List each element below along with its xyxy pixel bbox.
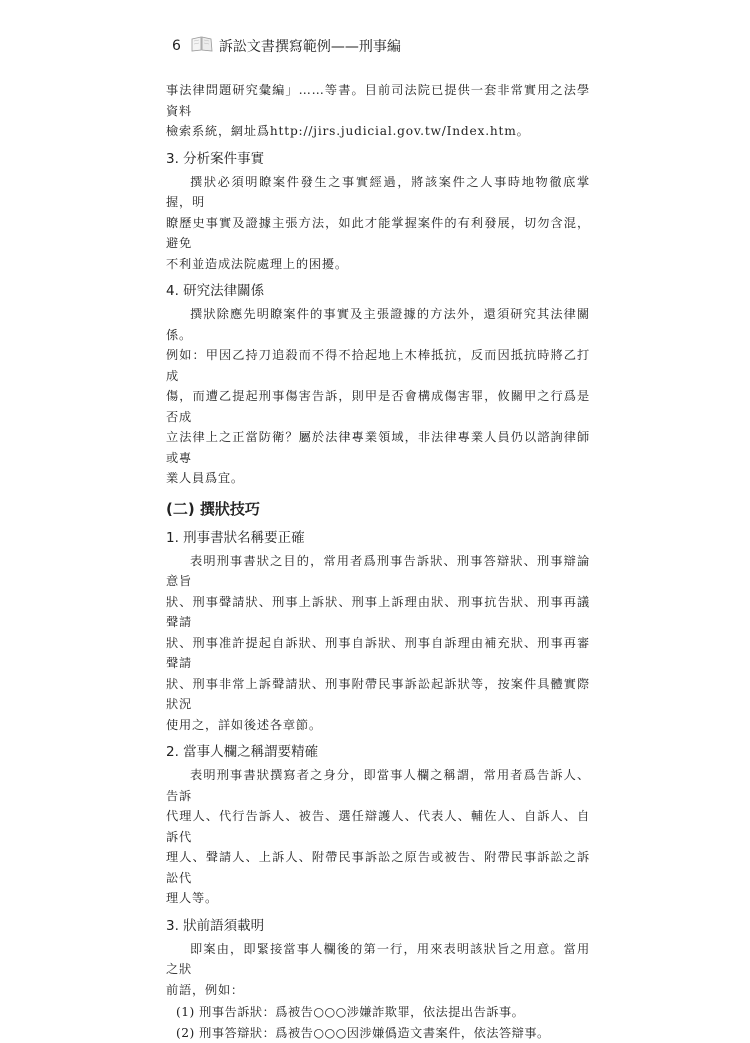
text-line: 事法律問題研究彙編」……等書。目前司法院已提供一套非常實用之法學資料	[166, 83, 590, 118]
heading-document-name: 1. 刑事書狀名稱要正確	[166, 527, 590, 549]
text-line: 表明刑事書狀撰寫者之身分，即當事人欄之稱謂，常用者爲告訴人、告訴	[166, 768, 590, 803]
text-line: 理人等。	[166, 891, 218, 905]
heading-legal-relations: 4. 研究法律關係	[166, 280, 590, 302]
text-line: 撰狀除應先明瞭案件的事實及主張證據的方法外，還須研究其法律關係。	[166, 307, 590, 342]
paragraph-legal-relations	[166, 304, 590, 489]
heading-preamble: 3. 狀前語須載明	[166, 915, 590, 937]
text-line: 檢索系統，網址爲http://jirs.judicial.gov.tw/Index.htm。	[166, 124, 530, 138]
text-line: 例如：甲因乙持刀追殺而不得不拾起地上木棒抵抗，反而因抵抗時將乙打成	[166, 348, 590, 383]
intro-paragraph	[166, 80, 590, 142]
paragraph-party-title	[166, 765, 590, 909]
page-number: 6	[172, 38, 181, 54]
page-content	[166, 80, 590, 1043]
example-list	[176, 1002, 590, 1043]
text-line: 狀、刑事准許提起自訴狀、刑事自訴狀、刑事自訴理由補充狀、刑事再審聲請	[166, 636, 590, 671]
text-line: 理人、聲請人、上訴人、附帶民事訴訟之原告或被告、附帶民事訴訟之訴訟代	[166, 850, 590, 885]
paragraph-preamble	[166, 939, 590, 1001]
book-icon	[191, 36, 213, 56]
paragraph-analyze-facts	[166, 172, 590, 275]
text-line: 瞭歷史事實及證據主張方法，如此才能掌握案件的有利發展，切勿含混，避免	[166, 216, 590, 251]
text-line: 不利並造成法院處理上的困擾。	[166, 257, 348, 271]
example-item: (1) 刑事告訴狀：爲被告○○○涉嫌詐欺罪，依法提出告訴事。	[176, 1002, 590, 1023]
text-line: 傷，而遭乙提起刑事傷害告訴，則甲是否會構成傷害罪，攸關甲之行爲是否成	[166, 389, 590, 424]
text-line: 撰狀必須明瞭案件發生之事實經過，將該案件之人事時地物徹底掌握，明	[166, 175, 590, 210]
text-line: 前語，例如：	[166, 983, 244, 997]
text-line: 表明刑事書狀之目的，常用者爲刑事告訴狀、刑事答辯狀、刑事辯論意旨	[166, 554, 590, 589]
running-header	[172, 36, 401, 56]
text-line: 狀、刑事非常上訴聲請狀、刑事附帶民事訴訟起訴狀等，按案件具體實際狀況	[166, 677, 590, 712]
paragraph-document-name	[166, 551, 590, 736]
example-item: (2) 刑事答辯狀：爲被告○○○因涉嫌僞造文書案件，依法答辯事。	[176, 1023, 590, 1043]
text-line: 使用之，詳如後述各章節。	[166, 718, 322, 732]
heading-analyze-facts: 3. 分析案件事實	[166, 148, 590, 170]
text-line: 代理人、代行告訴人、被告、選任辯護人、代表人、輔佐人、自訴人、自訴代	[166, 809, 590, 844]
text-line: 狀、刑事聲請狀、刑事上訴狀、刑事上訴理由狀、刑事抗告狀、刑事再議聲請	[166, 595, 590, 630]
header-title: 訴訟文書撰寫範例——刑事編	[219, 36, 401, 56]
text-line: 立法律上之正當防衛？屬於法律專業領域，非法律專業人員仍以諮詢律師或專	[166, 430, 590, 465]
text-line: 業人員爲宜。	[166, 471, 244, 485]
heading-party-title: 2. 當事人欄之稱謂要精確	[166, 741, 590, 763]
section-heading-drafting-skills: (二) 撰狀技巧	[166, 497, 590, 521]
text-line: 即案由，即緊接當事人欄後的第一行，用來表明該狀旨之用意。當用之狀	[166, 942, 590, 977]
